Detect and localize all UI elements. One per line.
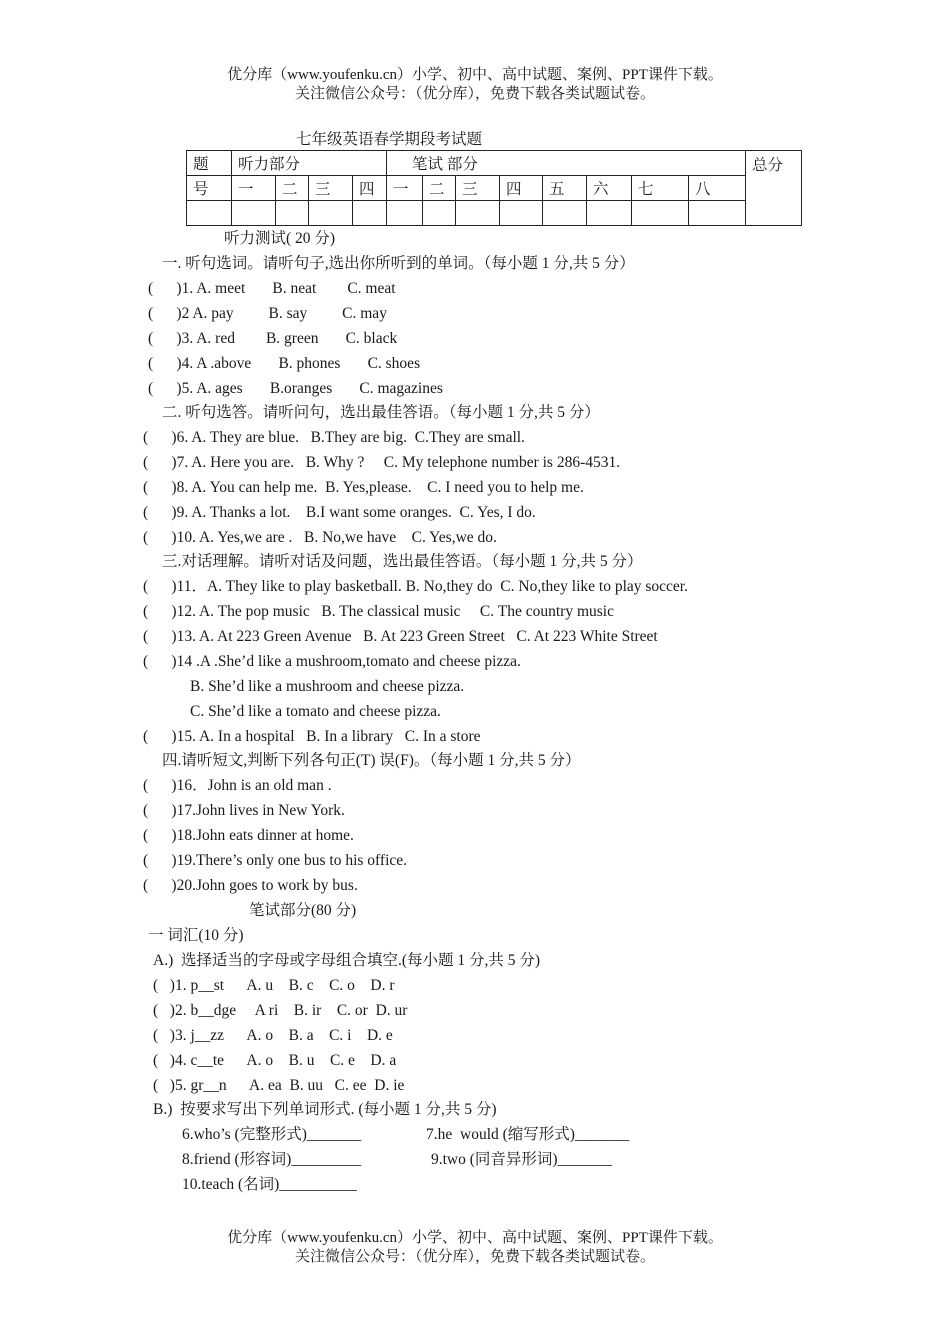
score-entry-cell[interactable]	[309, 201, 353, 226]
question-item: ( )7. A. Here you are. B. Why ? C. My telephone number is 286-4531.	[143, 454, 621, 471]
score-entry-cell[interactable]	[587, 201, 632, 226]
listening-heading: 听力测试( 20 分)	[224, 230, 336, 247]
score-cell-listening: 听力部分	[232, 151, 387, 176]
score-entry-cell[interactable]	[353, 201, 387, 226]
section-title: 一. 听句选词。请听句子,选出你所听到的单词。（每小题 1 分,共 5 分）	[162, 255, 635, 272]
score-table-header-row	[187, 151, 802, 176]
footer-line-1: 优分库（www.youfenku.cn）小学、初中、高中试题、案例、PPT课件下载。	[227, 1230, 723, 1246]
header-line-1: 优分库（www.youfenku.cn）小学、初中、高中试题、案例、PPT课件下载。	[227, 67, 723, 83]
question-item: 8.friend (形容词)_________	[182, 1151, 362, 1168]
question-item: ( )11．A. They like to play basketball. B. No,they do C. No,they like to play soccer.	[143, 578, 688, 595]
question-item: ( )8. A. You can help me. B. Yes,please. C. I need you to help me.	[143, 479, 584, 496]
page-header	[0, 66, 950, 104]
score-cell-num: 四	[353, 176, 387, 201]
score-table-number-row	[187, 176, 802, 201]
score-table	[186, 150, 802, 226]
question-item: ( )18.John eats dinner at home.	[143, 827, 354, 844]
question-item: ( )3. j__zz A. o B. a C. i D. e	[153, 1027, 393, 1044]
question-item: ( )2. b__dge A ri B. ir C. or D. ur	[153, 1002, 408, 1019]
header-line-2: 关注微信公众号：（优分库），免费下载各类试题试卷。	[294, 86, 655, 102]
score-cell-hao: 号	[187, 176, 232, 201]
question-option: B. She’d like a mushroom and cheese pizza.	[190, 678, 465, 695]
question-item: ( )20.John goes to work by bus.	[143, 877, 358, 894]
score-entry-cell[interactable]	[232, 201, 276, 226]
score-entry-cell[interactable]	[276, 201, 309, 226]
question-item: ( )10. A. Yes,we are . B. No,we have C. Yes,we do.	[143, 529, 497, 546]
score-cell-written: 笔试 部分	[387, 151, 746, 176]
question-item: ( )6. A. They are blue. B.They are big. C.They are small.	[143, 429, 525, 446]
question-item: ( )5. A. ages B.oranges C. magazines	[148, 380, 443, 397]
question-item: ( )3. A. red B. green C. black	[148, 330, 398, 347]
score-entry-cell[interactable]	[543, 201, 587, 226]
score-cell-num: 四	[500, 176, 543, 201]
score-cell-num: 二	[423, 176, 456, 201]
score-entry-cell[interactable]	[500, 201, 543, 226]
score-cell-num: 六	[587, 176, 632, 201]
question-item: ( )4. A .above B. phones C. shoes	[148, 355, 421, 372]
question-item: ( )2 A. pay B. say C. may	[148, 305, 387, 322]
score-cell-num: 五	[543, 176, 587, 201]
question-item: ( )13. A. At 223 Green Avenue B. At 223 Green Street C. At 223 White Street	[143, 628, 658, 645]
score-cell-num: 七	[632, 176, 689, 201]
question-item: ( )5. gr__n A. ea B. uu C. ee D. ie	[153, 1077, 405, 1094]
section-title: 三.对话理解。请听对话及问题，选出最佳答语。（每小题 1 分,共 5 分）	[162, 553, 643, 570]
score-cell-total: 总分	[746, 151, 802, 226]
score-entry-cell[interactable]	[187, 201, 232, 226]
part-b-title: B.) 按要求写出下列单词形式. (每小题 1 分,共 5 分)	[153, 1101, 497, 1118]
score-table-blank-row	[187, 201, 802, 226]
score-cell-num: 八	[689, 176, 746, 201]
exam-title: 七年级英语春学期段考试题	[296, 131, 483, 148]
score-entry-cell[interactable]	[423, 201, 456, 226]
question-item: ( )12. A. The pop music B. The classical music C. The country music	[143, 603, 614, 620]
question-item: ( )4. c__te A. o B. u C. e D. a	[153, 1052, 397, 1069]
score-entry-cell[interactable]	[632, 201, 689, 226]
score-entry-cell[interactable]	[387, 201, 423, 226]
question-item: 9.two (同音异形词)_______	[431, 1151, 612, 1168]
question-item: ( )14 .A .She’d like a mushroom,tomato and cheese pizza.	[143, 653, 521, 670]
score-cell-num: 二	[276, 176, 309, 201]
question-item: ( )1. p__st A. u B. c C. o D. r	[153, 977, 395, 994]
question-item: 7.he would (缩写形式)_______	[426, 1126, 630, 1143]
score-cell-num: 一	[387, 176, 423, 201]
vocab-title: 一 词汇(10 分)	[148, 927, 244, 944]
question-item: ( )17.John lives in New York.	[143, 802, 345, 819]
question-item: ( )15. A. In a hospital B. In a library C. In a store	[143, 728, 481, 745]
written-heading: 笔试部分(80 分)	[249, 902, 357, 919]
page-footer	[0, 1229, 950, 1267]
section-title: 四.请听短文,判断下列各句正(T) 误(F)。（每小题 1 分,共 5 分）	[162, 752, 581, 769]
part-a-title: A.) 选择适当的字母或字母组合填空.(每小题 1 分,共 5 分)	[153, 952, 541, 969]
question-item: ( )16．John is an old man .	[143, 777, 332, 794]
question-item: 6.who’s (完整形式)_______	[182, 1126, 362, 1143]
score-cell-num: 一	[232, 176, 276, 201]
question-item: ( )19.There’s only one bus to his office.	[143, 852, 408, 869]
score-cell-ti: 题	[187, 151, 232, 176]
question-item: ( )9. A. Thanks a lot. B.I want some oranges. C. Yes, I do.	[143, 504, 536, 521]
section-title: 二. 听句选答。请听问句，选出最佳答语。（每小题 1 分,共 5 分）	[162, 404, 600, 421]
score-entry-cell[interactable]	[689, 201, 746, 226]
question-item: ( )1. A. meet B. neat C. meat	[148, 280, 396, 297]
score-entry-cell[interactable]	[456, 201, 500, 226]
question-option: C. She’d like a tomato and cheese pizza.	[190, 703, 441, 720]
footer-line-2: 关注微信公众号：（优分库），免费下载各类试题试卷。	[294, 1249, 655, 1265]
score-cell-num: 三	[309, 176, 353, 201]
score-cell-num: 三	[456, 176, 500, 201]
question-item: 10.teach (名词)__________	[182, 1176, 357, 1193]
